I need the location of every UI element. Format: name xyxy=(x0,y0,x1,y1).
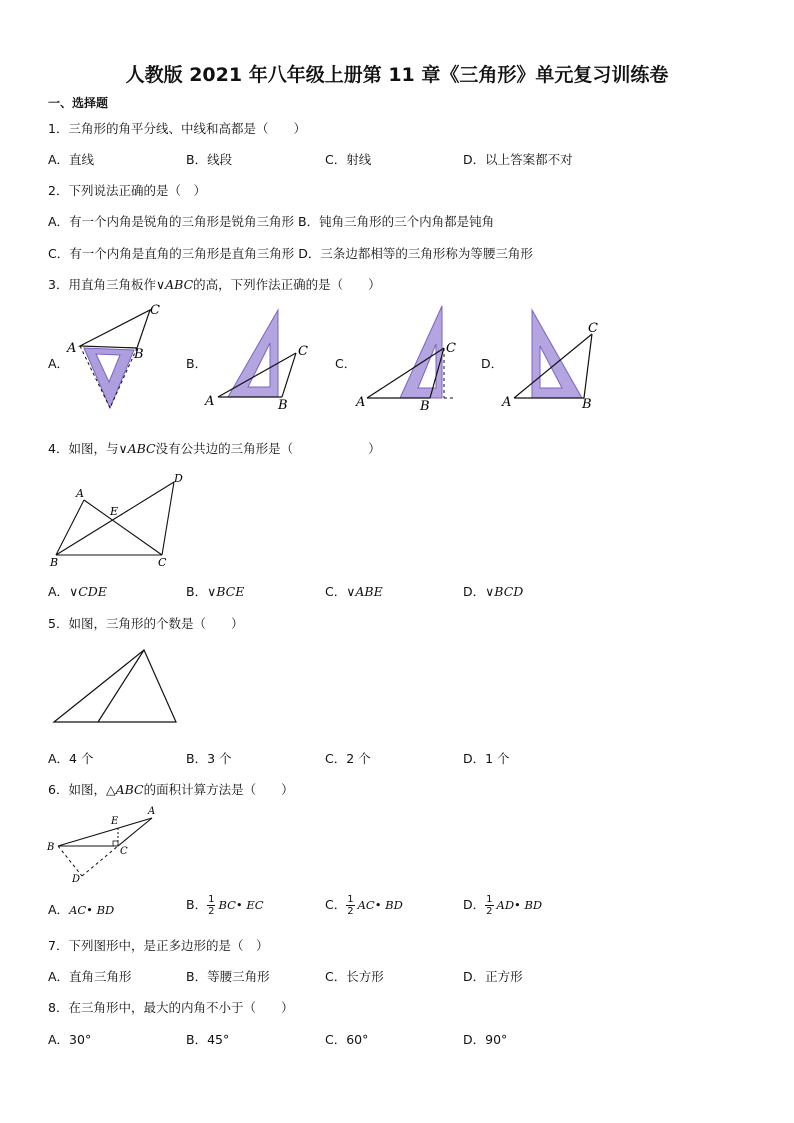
q4-label-e: E xyxy=(110,505,119,518)
q6-option-d[interactable]: D． $\frac{1}{2}$ AD• BD xyxy=(463,894,543,917)
q7-option-c[interactable]: C．长方形 xyxy=(325,969,384,984)
q6-label-a: A xyxy=(148,806,156,817)
q6-post: 的面积计算方法是（ ） xyxy=(143,782,294,797)
q6-option-c[interactable]: C． $\frac{1}{2}$ AC• BD xyxy=(325,894,403,917)
q4-option-a[interactable]: A．∨CDE xyxy=(48,584,107,599)
q5-option-c[interactable]: C．2 个 xyxy=(325,751,371,766)
q3b-label-b: B xyxy=(278,398,288,413)
q1-option-b[interactable]: B．线段 xyxy=(186,152,233,167)
q3-option-b[interactable]: B． xyxy=(186,356,208,371)
q6-label-c: C xyxy=(120,846,128,857)
q4-option-b[interactable]: B．∨BCE xyxy=(186,584,245,599)
q4-label-d: D xyxy=(174,472,183,485)
q1-option-a[interactable]: A．直线 xyxy=(48,152,95,167)
q3-triangle: ∨ABC xyxy=(155,277,194,292)
q6-pre: 6．如图， xyxy=(48,782,106,797)
question-8: 8．在三角形中，最大的内角不小于（ ） xyxy=(48,1000,294,1015)
q3c-label-c: C xyxy=(446,341,456,356)
q4-label-a: A xyxy=(76,487,84,500)
q1-option-d[interactable]: D．以上答案都不对 xyxy=(463,152,573,167)
q3-post: 的高，下列作法正确的是（ ） xyxy=(193,277,381,292)
page-title: 人教版 2021 年八年级上册第 11 章《三角形》单元复习训练卷 xyxy=(125,64,669,86)
q6-label-b: B xyxy=(47,842,55,853)
q3b-label-a: A xyxy=(205,394,215,409)
q3-option-a[interactable]: A． xyxy=(48,356,70,371)
q7-option-a[interactable]: A．直角三角形 xyxy=(48,969,132,984)
question-7: 7．下列图形中，是正多边形的是（ ） xyxy=(48,938,269,953)
q4-option-d[interactable]: D．∨BCD xyxy=(463,584,524,599)
q1-option-c[interactable]: C．射线 xyxy=(325,152,372,167)
q3d-label-b: B xyxy=(582,397,592,412)
q4-pre: 4．如图，与 xyxy=(48,441,119,456)
q4-option-c[interactable]: C．∨ABE xyxy=(325,584,383,599)
q7-option-b[interactable]: B．等腰三角形 xyxy=(186,969,270,984)
q6-label-d: D xyxy=(72,874,81,885)
q3-option-d[interactable]: D． xyxy=(481,356,504,371)
q3-option-c[interactable]: C． xyxy=(335,356,357,371)
q6-option-b[interactable]: B． $\frac{1}{2}$ BC• EC xyxy=(186,894,264,917)
q6-label-e: E xyxy=(111,816,119,827)
question-5: 5．如图，三角形的个数是（ ） xyxy=(48,616,244,631)
q3d-label-c: C xyxy=(588,321,598,336)
q3a-label-b: B xyxy=(134,347,144,362)
q6-triangle: △ABC xyxy=(105,782,144,797)
q5-figure xyxy=(48,645,183,727)
q4-label-c: C xyxy=(158,556,167,569)
q6-b-half: $\frac{1}{2}$ xyxy=(208,894,215,917)
q2-options-cd[interactable]: C．有一个内角是直角的三角形是直角三角形 D．三条边都相等的三角形称为等腰三角形 xyxy=(48,246,533,261)
question-2: 2．下列说法正确的是（ ） xyxy=(48,183,206,198)
q5-option-d[interactable]: D．1 个 xyxy=(463,751,510,766)
q4-triangle: ∨ABC xyxy=(118,441,156,456)
q6-option-a[interactable]: A．AC• BD xyxy=(48,902,115,917)
section-heading: 一、选择题 xyxy=(48,96,109,110)
q4-figure xyxy=(44,470,194,570)
question-3 xyxy=(48,275,381,293)
q3a-label-c: C xyxy=(150,303,160,318)
q4-label-b: B xyxy=(50,556,59,569)
question-4 xyxy=(48,439,381,457)
q3-figure-b xyxy=(200,305,325,415)
q3-figure-a xyxy=(62,298,172,413)
q8-option-c[interactable]: C．60° xyxy=(325,1032,369,1047)
q3d-label-a: A xyxy=(502,395,512,410)
q3-pre: 3．用直角三角板作 xyxy=(48,277,156,292)
q8-option-d[interactable]: D．90° xyxy=(463,1032,508,1047)
q3-figure-c xyxy=(352,302,467,417)
q8-option-b[interactable]: B．45° xyxy=(186,1032,230,1047)
q3-figure-d xyxy=(500,306,610,414)
q6-d-half: $\frac{1}{2}$ xyxy=(486,894,493,917)
q2-options-ab[interactable]: A．有一个内角是锐角的三角形是锐角三角形 B．钝角三角形的三个内角都是钝角 xyxy=(48,214,495,229)
q7-option-d[interactable]: D．正方形 xyxy=(463,969,523,984)
q3c-label-b: B xyxy=(420,399,430,414)
q4-post: 没有公共边的三角形是（ ） xyxy=(155,441,381,456)
q3a-label-a: A xyxy=(67,341,77,356)
question-6 xyxy=(48,780,294,798)
q3c-label-a: A xyxy=(356,395,366,410)
question-1: 1．三角形的角平分线、中线和高都是（ ） xyxy=(48,121,306,136)
q8-option-a[interactable]: A．30° xyxy=(48,1032,92,1047)
q5-option-b[interactable]: B．3 个 xyxy=(186,751,232,766)
q3b-label-c: C xyxy=(298,344,308,359)
q6-figure xyxy=(44,802,169,887)
q5-option-a[interactable]: A．4 个 xyxy=(48,751,94,766)
q6-c-half: $\frac{1}{2}$ xyxy=(347,894,354,917)
